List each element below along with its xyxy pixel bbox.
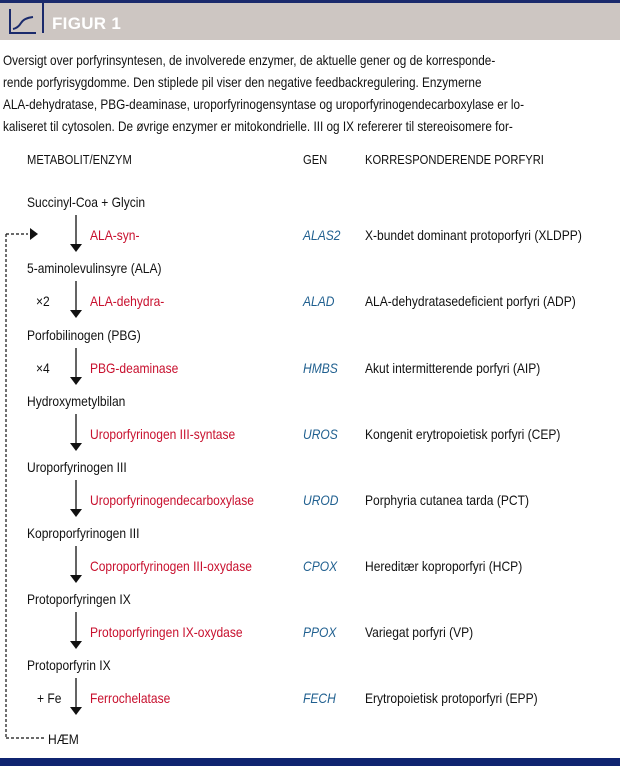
caption-line: kaliseret til cytosolen. De øvrige enzymer er mitokondrielle. III og IX refererer til stereoisomere for- [3, 118, 513, 134]
disease-label: Akut intermitterende porfyri (AIP) [365, 360, 541, 376]
enzyme-label: Coproporfyrinogen III-oxydase [90, 558, 252, 574]
disease-label: ALA-dehydratasedeficient porfyri (ADP) [365, 293, 576, 309]
disease-label: X-bundet dominant protoporfyri (XLDPP) [365, 227, 582, 243]
disease-label: Variegat porfyri (VP) [365, 624, 474, 640]
enzyme-label: Protoporfyringen IX-oxydase [90, 624, 243, 640]
gene-label: ALAD [303, 293, 335, 309]
enzyme-label: ALA-dehydra- [90, 293, 165, 309]
header-gene: GEN [303, 152, 328, 167]
enzyme-label: Uroporfyrinogendecarboxylase [90, 492, 254, 508]
enzyme-label: Ferrochelatase [90, 690, 171, 706]
metabolite-label: Hydroxymetylbilan [27, 393, 126, 409]
disease-label: Porphyria cutanea tarda (PCT) [365, 492, 529, 508]
stoichiometry-label: ×2 [36, 293, 50, 309]
enzyme-label: ALA-syn- [90, 227, 140, 243]
metabolite-label: Porfobilinogen (PBG) [27, 327, 141, 343]
disease-label: Hereditær koproporfyri (HCP) [365, 558, 523, 574]
gene-label: HMBS [303, 360, 338, 376]
enzyme-label: PBG-deaminase [90, 360, 179, 376]
gene-label: PPOX [303, 624, 337, 640]
metabolite-label: Koproporfyrinogen III [27, 525, 140, 541]
gene-label: UROD [303, 492, 339, 508]
caption-line: rende porfyrisygdomme. Den stiplede pil viser den negative feedbackregulering. Enzymerne [3, 74, 482, 90]
stoichiometry-label: ×4 [36, 360, 50, 376]
metabolite-label: 5-aminolevulinsyre (ALA) [27, 260, 162, 276]
gene-label: ALAS2 [303, 227, 341, 243]
enzyme-label: Uroporfyrinogen III-syntase [90, 426, 236, 442]
metabolite-label: Protoporfyrin IX [27, 657, 111, 673]
metabolite-label: Succinyl-Coa + Glycin [27, 194, 146, 210]
caption-line: ALA-dehydratase, PBG-deaminase, uroporfyrinogensyntase og uroporfyrinogendecarboxylase er lo- [3, 96, 525, 112]
caption-line: Oversigt over porfyrinsyntesen, de involverede enzymer, de aktuelle gener og de korresponde- [3, 52, 496, 68]
gene-label: UROS [303, 426, 338, 442]
gene-label: FECH [303, 690, 336, 706]
disease-label: Erytropoietisk protoporfyri (EPP) [365, 690, 538, 706]
gene-label: CPOX [303, 558, 338, 574]
metabolite-label: Protoporfyringen IX [27, 591, 131, 607]
header-metabolite: METABOLIT/ENZYM [27, 152, 132, 167]
metabolite-label: HÆM [48, 731, 79, 747]
bottom-rule [0, 758, 620, 766]
metabolite-label: Uroporfyrinogen III [27, 459, 127, 475]
disease-label: Kongenit erytropoietisk porfyri (CEP) [365, 426, 561, 442]
stoichiometry-label: + Fe [37, 690, 62, 706]
figure-title: FIGUR 1 [52, 14, 122, 33]
header-disease: KORRESPONDERENDE PORFYRI [365, 152, 544, 167]
